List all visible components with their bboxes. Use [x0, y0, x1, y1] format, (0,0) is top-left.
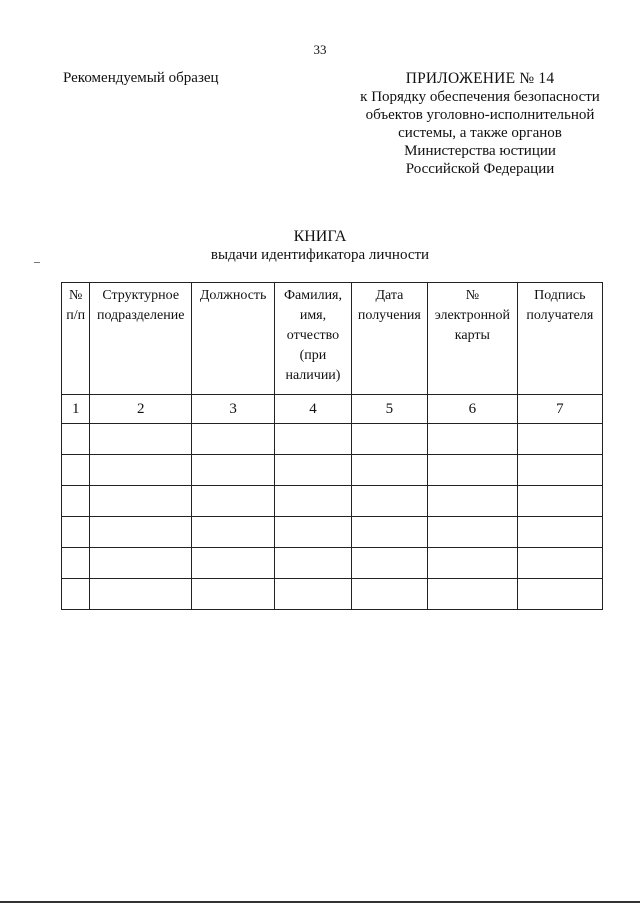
- column-number: 4: [275, 395, 351, 424]
- column-number: 3: [191, 395, 274, 424]
- table-cell: [191, 424, 274, 455]
- appendix-title: ПРИЛОЖЕНИЕ № 14: [405, 70, 555, 87]
- table-cell: [62, 579, 90, 610]
- table-cell: [351, 579, 428, 610]
- table-cell: [275, 455, 351, 486]
- header-cell-signature: Подпись получателя: [517, 283, 602, 395]
- table-cell: [428, 548, 517, 579]
- table-row: [62, 517, 603, 548]
- table-cell: [275, 548, 351, 579]
- table-cell: [191, 579, 274, 610]
- table-cell: [62, 548, 90, 579]
- scan-bottom-edge: [0, 901, 640, 903]
- table-cell: [428, 424, 517, 455]
- column-number: 1: [62, 395, 90, 424]
- table-row: [62, 486, 603, 517]
- table-cell: [428, 517, 517, 548]
- margin-mark: [34, 262, 40, 263]
- table-cell: [275, 486, 351, 517]
- book-subtitle: выдачи идентификатора личности: [210, 247, 430, 263]
- table-cell: [90, 517, 191, 548]
- table-cell: [62, 517, 90, 548]
- table-row: [62, 455, 603, 486]
- table-cell: [517, 517, 602, 548]
- table-cell: [191, 517, 274, 548]
- header-cell-number: № п/п: [62, 283, 90, 395]
- table-cell: [351, 548, 428, 579]
- table-row: [62, 424, 603, 455]
- header-cell-position: Должность: [191, 283, 274, 395]
- table-cell: [428, 579, 517, 610]
- recommended-sample-label: Рекомендуемый образец: [63, 70, 219, 86]
- column-number: 5: [351, 395, 428, 424]
- table-cell: [191, 486, 274, 517]
- column-number: 2: [90, 395, 191, 424]
- appendix-block: [355, 70, 605, 178]
- table-cell: [275, 424, 351, 455]
- table-cell: [90, 424, 191, 455]
- appendix-line: Министерства юстиции: [404, 143, 556, 159]
- table-cell: [191, 548, 274, 579]
- table-cell: [428, 455, 517, 486]
- table-cell: [517, 579, 602, 610]
- table-cell: [517, 548, 602, 579]
- header-cell-receipt-date: Дата получения: [351, 283, 428, 395]
- appendix-line: к Порядку обеспечения безопасности: [360, 89, 600, 105]
- header-cell-full-name: Фамилия, имя, отчество (при наличии): [275, 283, 351, 395]
- table-cell: [90, 579, 191, 610]
- header-cell-department: Структурное подразделение: [90, 283, 191, 395]
- page-number: 33: [313, 42, 327, 57]
- table-cell: [517, 486, 602, 517]
- table-cell: [90, 548, 191, 579]
- table-cell: [517, 424, 602, 455]
- table-cell: [351, 455, 428, 486]
- table-cell: [351, 486, 428, 517]
- table-cell: [275, 579, 351, 610]
- table-row: [62, 548, 603, 579]
- table-cell: [90, 486, 191, 517]
- table-cell: [351, 517, 428, 548]
- table-cell: [62, 486, 90, 517]
- table-cell: [428, 486, 517, 517]
- table-cell: [275, 517, 351, 548]
- appendix-line: Российской Федерации: [405, 161, 555, 177]
- appendix-line: объектов уголовно-исполнительной: [365, 107, 595, 123]
- register-table: [61, 282, 603, 610]
- appendix-line: системы, а также органов: [398, 125, 562, 141]
- table-header-row: [62, 283, 603, 395]
- column-number: 7: [517, 395, 602, 424]
- table-row: [62, 579, 603, 610]
- table-cell: [517, 455, 602, 486]
- table-cell: [62, 424, 90, 455]
- table-cell: [191, 455, 274, 486]
- column-number-row: [62, 395, 603, 424]
- table-cell: [351, 424, 428, 455]
- table-cell: [62, 455, 90, 486]
- header-cell-card-number: № электронной карты: [428, 283, 517, 395]
- column-number: 6: [428, 395, 517, 424]
- book-title: КНИГА: [293, 228, 347, 245]
- table-cell: [90, 455, 191, 486]
